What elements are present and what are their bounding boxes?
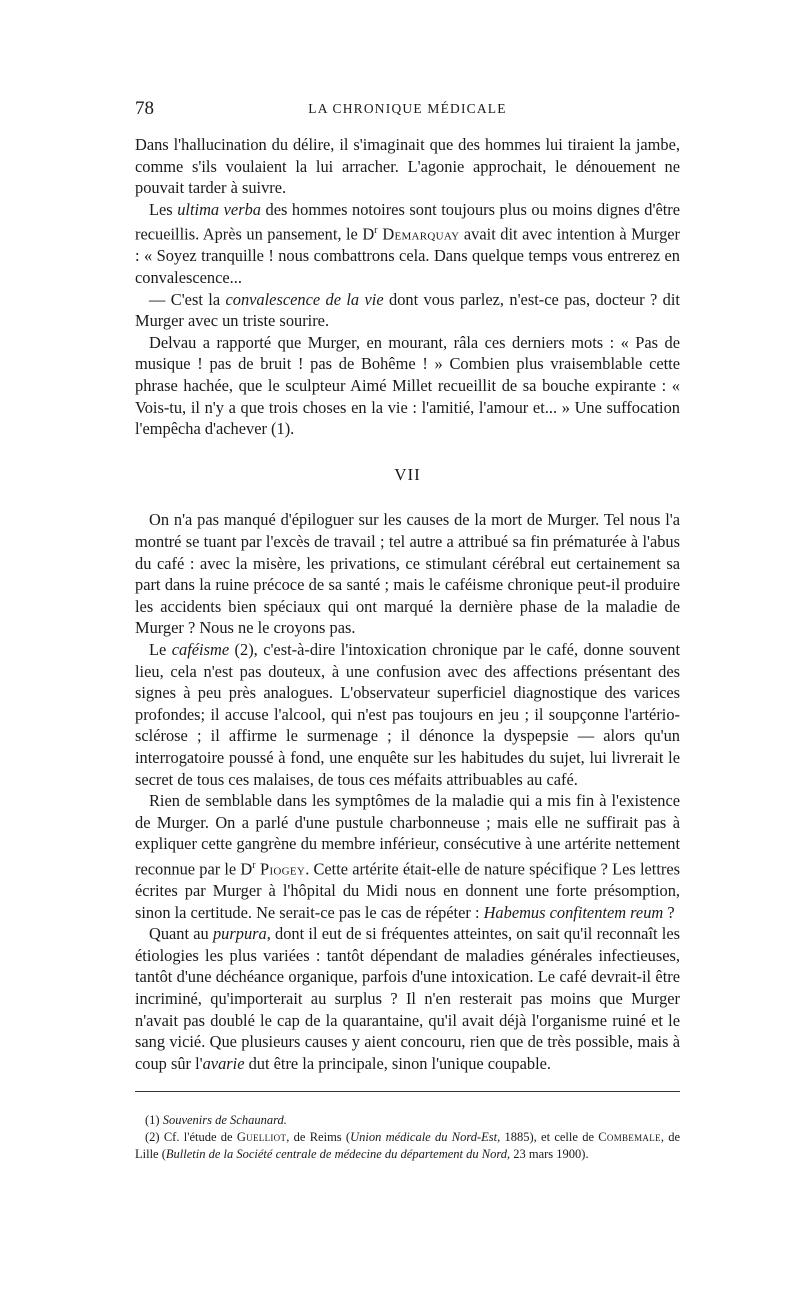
- footnotes: [135, 1112, 680, 1163]
- paragraph: On n'a pas manqué d'épiloguer sur les causes de la mort de Murger. Tel nous l'a montré se tuant par l'excès de travail ; tel autre a attribué sa fin prématurée à l'abus du café : avec la misère, les privations, ce stimulant cérébral eut certainement sa part dans la ruine précoce de sa santé ; mais le caféisme chronique peut-il produire les accidents bien spéciaux qui ont marqué la dernière phase de la maladie de Murger ? Nous ne le croyons pas.: [135, 510, 680, 638]
- footnote: (2) Cf. l'étude de Guelliot, de Reims (Union médicale du Nord-Est, 1885), et celle de Combemale, de Lille (Bulletin de la Société centrale de médecine du département du Nord, 23 mars 1900).: [135, 1130, 680, 1162]
- book-page: [135, 98, 680, 1163]
- paragraph: Dans l'hallucination du délire, il s'imaginait que des hommes lui tiraient la jambe, comme s'ils voulaient la lui arracher. L'agonie approchait, le dénouement ne pouvait tarder à suivre.: [135, 135, 680, 198]
- paragraph: Les ultima verba des hommes notoires sont toujours plus ou moins dignes d'être recueillis. Après un pansement, le $D^r$ Demarquay avait dit avec intention à Murger : « Soyez tranquille ! nous combattrons cela. Dans quelque temps vous entrerez en convalescence...: [135, 199, 681, 288]
- main-text: [135, 134, 680, 1074]
- paragraph: Rien de semblable dans les symptômes de la maladie qui a mis fin à l'existence de Murger. On a parlé d'une pustule charbonneuse ; mais elle ne suffirait pas à expliquer cette gangrène du membre inférieur, consécutive à une artérite nettement reconnue par le $D^r$ Piogey. Cette artérite était-elle de nature spécifique ? Les lettres écrites par Murger à l'hôpital du Midi nous en donnent une forte présomption, sinon la certitude. Ne serait-ce pas le cas de répéter : Habemus confitentem reum ?: [135, 791, 681, 922]
- footnote: (1) Souvenirs de Schaunard.: [145, 1113, 287, 1128]
- page-header: [135, 98, 680, 134]
- footnote-divider: [135, 1091, 680, 1092]
- section-heading: VII: [394, 464, 421, 484]
- paragraph: Delvau a rapporté que Murger, en mourant, râla ces derniers mots : « Pas de musique ! pas de bruit ! pas de Bohême ! » Combien plus vraisemblable cette phrase hachée, que le sculpteur Aimé Millet recueillit de sa bouche expirante : « Vois-tu, il n'y a que trois choses en la vie : l'amitié, l'amour et... » Une suffocation l'empêcha d'achever (1).: [135, 332, 680, 439]
- paragraph: — C'est la convalescence de la vie dont vous parlez, n'est-ce pas, docteur ? dit Murger avec un triste sourire.: [135, 289, 680, 331]
- paragraph: Quant au purpura, dont il eut de si fréquentes atteintes, on sait qu'il reconnaît les étiologies les plus variées : tantôt dépendant de maladies générales infectieuses, tantôt d'une déchéance organique, parfois d'une intoxication. Le café devrait-il être incriminé, qu'importerait au surplus ? Il n'en resterait pas moins que Murger n'avait pas doublé le cap de la quarantaine, qu'il avait déjà l'organisme ruiné et le sang vicié. Que plusieurs causes y aient concouru, rien que de très possible, mais à coup sûr l'avarie dut être la principale, sinon l'unique coupable.: [135, 924, 680, 1073]
- page-number: 78: [135, 98, 154, 119]
- paragraph: Le caféisme (2), c'est-à-dire l'intoxication chronique par le café, donne souvent lieu, cela n'est pas douteux, à une confusion avec des affections présentant des signes à peu près analogues. L'observateur superficiel diagnostique des varices profondes; il accuse l'alcool, qui n'est pas toujours en jeu ; il soupçonne l'artério-sclérose ; il affirme le surmenage ; il dénonce la dyspepsie — alors qu'un interrogatoire poussé à fond, une enquête sur les habitudes du sujet, lui livrerait le secret de tous ces malaises, de tous ces méfaits attribuables au café.: [135, 639, 680, 789]
- running-title: LA CHRONIQUE MÉDICALE: [308, 101, 507, 116]
